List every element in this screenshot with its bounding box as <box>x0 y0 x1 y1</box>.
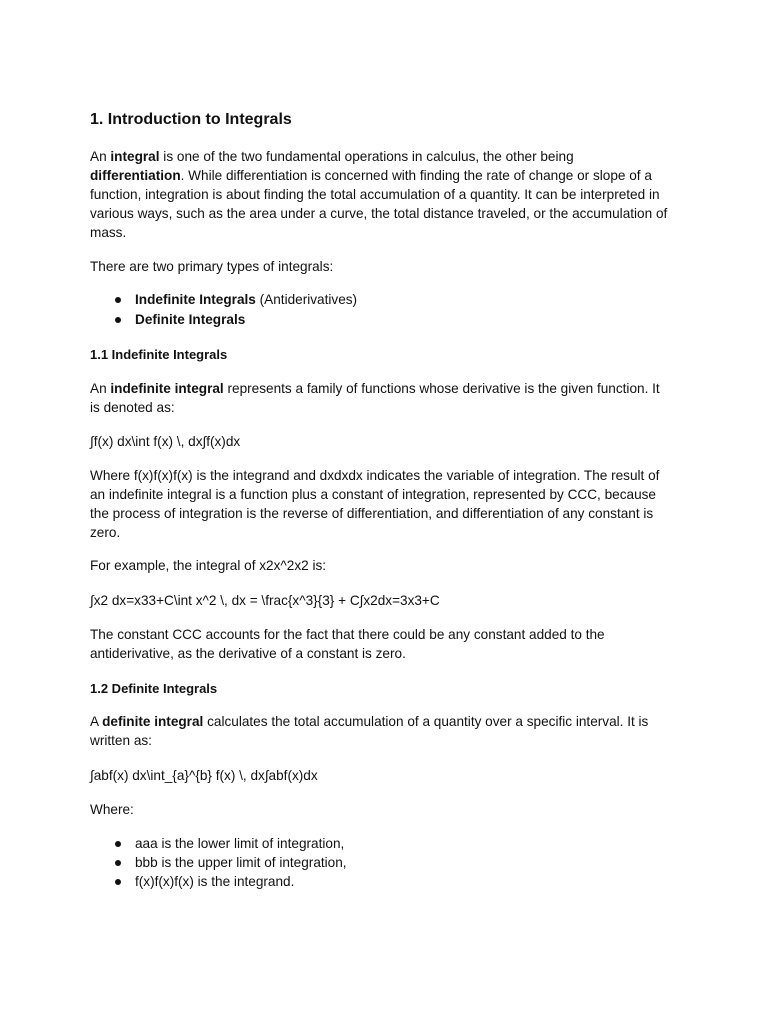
indefinite-line-2: is denoted as: <box>90 400 175 415</box>
types-intro <box>90 257 690 276</box>
definite-formula <box>90 766 690 785</box>
section-heading-definite: 1.2 Definite Integrals <box>90 681 218 696</box>
indefinite-definition <box>90 379 690 417</box>
list-item: aaa is the lower limit of integration, <box>90 834 347 853</box>
list-item: Definite Integrals <box>90 310 357 330</box>
list-item: bbb is the upper limit of integration, <box>90 853 347 872</box>
indefinite-formula <box>90 432 690 451</box>
explanation-line-3: the process of integration is the reverse of differentiation, and differentiation of any constant is <box>90 506 654 521</box>
bullet-icon <box>115 317 121 323</box>
example-formula <box>90 591 690 610</box>
constant-line-2: antiderivative, as the derivative of a constant is zero. <box>90 646 406 661</box>
types-intro-text: There are two primary types of integrals: <box>90 259 334 274</box>
bullet-icon <box>115 879 121 885</box>
definite-line-2: written as: <box>90 733 152 748</box>
intro-line-1: An integral is one of the two fundamental operations in calculus, the other being <box>90 149 574 164</box>
intro-line-3: function, integration is about finding the total accumulation of a quantity. It can be interpreted in <box>90 187 660 202</box>
where-label <box>90 800 690 819</box>
indefinite-line-1: An indefinite integral represents a family of functions whose derivative is the given function. It <box>90 381 660 396</box>
intro-line-4: various ways, such as the area under a curve, the total distance traveled, or the accumulation of <box>90 206 668 221</box>
explanation-line-4: zero. <box>90 525 121 540</box>
intro-paragraph <box>90 147 690 242</box>
where-text: Where: <box>90 802 134 817</box>
formula-text: ∫x2 dx=x33+C\int x^2 \, dx = \frac{x^3}{3} + C∫x2dx=3x3+C <box>90 593 440 608</box>
formula-text: ∫f(x) dx\int f(x) \, dx∫f(x)dx <box>90 434 241 449</box>
types-list <box>90 290 357 330</box>
example-intro-text: For example, the integral of x2x^2x2 is: <box>90 558 327 573</box>
indefinite-explanation <box>90 466 690 542</box>
formula-text: ∫abf(x) dx\int_{a}^{b} f(x) \, dx∫abf(x)dx <box>90 768 318 783</box>
list-item: f(x)f(x)f(x) is the integrand. <box>90 872 347 891</box>
constant-note <box>90 625 690 663</box>
page-title: 1. Introduction to Integrals <box>90 111 292 128</box>
definite-definition <box>90 712 690 750</box>
example-intro <box>90 556 690 575</box>
intro-line-5: mass. <box>90 225 127 240</box>
explanation-line-1: Where f(x)f(x)f(x) is the integrand and dxdxdx indicates the variable of integration. The result of <box>90 468 660 483</box>
section-heading-indefinite: 1.1 Indefinite Integrals <box>90 347 228 362</box>
bullet-icon <box>115 297 121 303</box>
limits-list <box>90 834 347 891</box>
constant-line-1: The constant CCC accounts for the fact that there could be any constant added to the <box>90 627 605 642</box>
explanation-line-2: an indefinite integral is a function plus a constant of integration, represented by CCC, because <box>90 487 656 502</box>
bullet-icon <box>115 860 121 866</box>
intro-line-2: differentiation. While differentiation is concerned with finding the rate of change or slope of a <box>90 168 652 183</box>
bullet-icon <box>115 841 121 847</box>
list-item: Indefinite Integrals (Antiderivatives) <box>90 290 357 310</box>
definite-line-1: A definite integral calculates the total accumulation of a quantity over a specific interval. It is <box>90 714 649 729</box>
